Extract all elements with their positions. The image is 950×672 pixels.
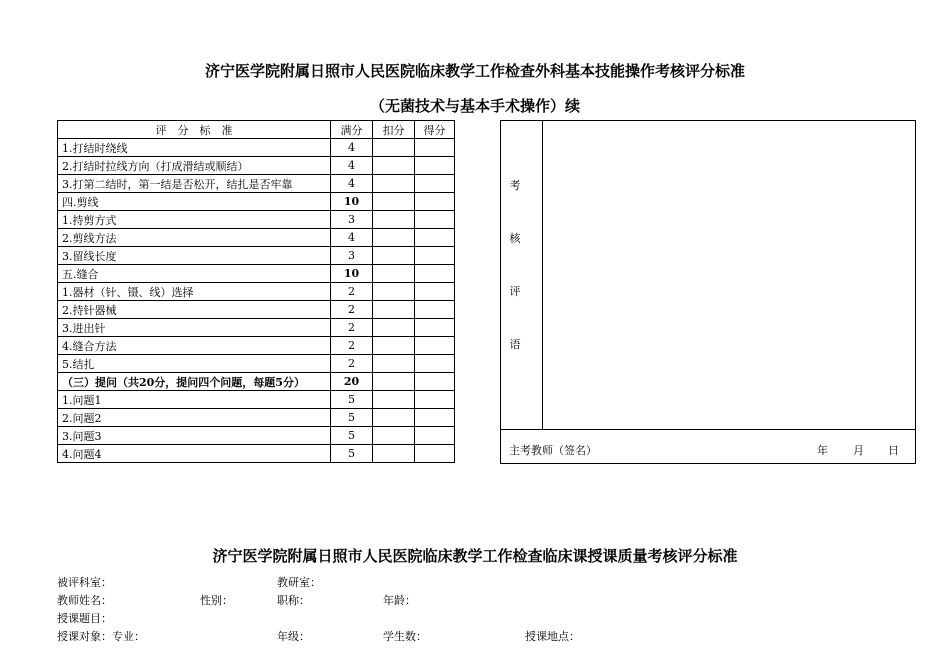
table-row [58, 139, 455, 157]
row-deduct-cell[interactable] [373, 193, 415, 211]
table-row [58, 157, 455, 175]
table-row [58, 265, 455, 283]
table-row [58, 283, 455, 301]
date-month-label: 月 [853, 444, 864, 457]
row-full-score: 5 [331, 445, 373, 463]
form-topic-label: 授课题目： [57, 612, 112, 625]
table-row [58, 445, 455, 463]
row-full-score: 10 [331, 193, 373, 211]
row-score-cell[interactable] [415, 427, 455, 445]
row-score-cell[interactable] [415, 193, 455, 211]
row-deduct-cell[interactable] [373, 175, 415, 193]
header-deduct: 扣分 [373, 121, 415, 139]
row-deduct-cell[interactable] [373, 301, 415, 319]
form-students-label: 学生数： [383, 630, 427, 643]
form-teacher-label: 教师姓名： [57, 594, 112, 607]
row-deduct-cell[interactable] [373, 337, 415, 355]
header-item: 评 分 标 准 [58, 121, 331, 139]
form-gender-label: 性别： [200, 594, 233, 607]
table-row [58, 391, 455, 409]
row-item: （三）提问（共20分，提问四个问题，每题5分） [58, 373, 331, 391]
comment-label-char: 考 [509, 179, 521, 192]
form-audience-label: 授课对象：专业： [57, 630, 145, 643]
row-score-cell[interactable] [415, 229, 455, 247]
row-score-cell[interactable] [415, 355, 455, 373]
row-deduct-cell[interactable] [373, 391, 415, 409]
table-row [58, 319, 455, 337]
row-full-score: 5 [331, 427, 373, 445]
row-score-cell[interactable] [415, 391, 455, 409]
row-deduct-cell[interactable] [373, 211, 415, 229]
row-full-score: 10 [331, 265, 373, 283]
row-deduct-cell[interactable] [373, 157, 415, 175]
row-full-score: 3 [331, 247, 373, 265]
second-title: 济宁医学院附属日照市人民医院临床教学工作检查临床课授课质量考核评分标准 [212, 547, 738, 565]
date-day-label: 日 [888, 444, 899, 457]
table-row [58, 193, 455, 211]
row-item: 1.持剪方式 [58, 211, 331, 229]
row-score-cell[interactable] [415, 265, 455, 283]
row-score-cell[interactable] [415, 283, 455, 301]
row-item: 3.留线长度 [58, 247, 331, 265]
table-row [58, 409, 455, 427]
comment-box [500, 120, 916, 464]
table-row [58, 373, 455, 391]
row-full-score: 20 [331, 373, 373, 391]
form-grade-label: 年级： [277, 630, 310, 643]
row-deduct-cell[interactable] [373, 283, 415, 301]
table-row [58, 247, 455, 265]
form-age-label: 年龄： [383, 594, 416, 607]
row-deduct-cell[interactable] [373, 409, 415, 427]
form-title-label: 职称： [277, 594, 310, 607]
row-full-score: 5 [331, 409, 373, 427]
row-item: 2.持针器械 [58, 301, 331, 319]
row-full-score: 4 [331, 157, 373, 175]
table-row [58, 301, 455, 319]
row-deduct-cell[interactable] [373, 445, 415, 463]
row-item: 1.打结时绕线 [58, 139, 331, 157]
table-row [58, 175, 455, 193]
row-deduct-cell[interactable] [373, 265, 415, 283]
row-full-score: 5 [331, 391, 373, 409]
row-score-cell[interactable] [415, 409, 455, 427]
row-item: 3.打第二结时，第一结是否松开，结扎是否牢靠 [58, 175, 331, 193]
row-full-score: 2 [331, 319, 373, 337]
examiner-signature-label: 主考教师（签名） [509, 444, 597, 457]
row-deduct-cell[interactable] [373, 229, 415, 247]
row-deduct-cell[interactable] [373, 319, 415, 337]
form-dept-label: 被评科室： [57, 576, 112, 589]
row-item: 4.问题4 [58, 445, 331, 463]
row-item: 2.打结时拉线方向（打成滑结或顺结） [58, 157, 331, 175]
row-full-score: 4 [331, 229, 373, 247]
row-score-cell[interactable] [415, 175, 455, 193]
score-table [57, 120, 455, 463]
row-item: 2.问题2 [58, 409, 331, 427]
row-item: 1.器材（针、镊、线）选择 [58, 283, 331, 301]
comment-label-char: 核 [509, 232, 521, 245]
table-row [58, 337, 455, 355]
comment-label-char: 语 [509, 338, 521, 351]
form-office-label: 教研室： [277, 576, 321, 589]
row-item: 4.缝合方法 [58, 337, 331, 355]
row-full-score: 2 [331, 355, 373, 373]
row-deduct-cell[interactable] [373, 247, 415, 265]
row-deduct-cell[interactable] [373, 139, 415, 157]
row-score-cell[interactable] [415, 373, 455, 391]
table-row [58, 427, 455, 445]
comment-footer [501, 429, 915, 464]
row-item: 5.结扎 [58, 355, 331, 373]
table-row [58, 229, 455, 247]
row-full-score: 2 [331, 337, 373, 355]
row-score-cell[interactable] [415, 337, 455, 355]
row-item: 3.进出针 [58, 319, 331, 337]
page-subtitle: （无菌技术与基本手术操作）续 [369, 97, 580, 115]
row-full-score: 2 [331, 301, 373, 319]
row-item: 1.问题1 [58, 391, 331, 409]
row-deduct-cell[interactable] [373, 355, 415, 373]
row-score-cell[interactable] [415, 211, 455, 229]
header-score: 得分 [415, 121, 455, 139]
row-full-score: 3 [331, 211, 373, 229]
form-location-label: 授课地点： [525, 630, 580, 643]
row-score-cell[interactable] [415, 247, 455, 265]
row-full-score: 4 [331, 175, 373, 193]
comment-label-char: 评 [509, 285, 521, 298]
row-item: 四.剪线 [58, 193, 331, 211]
row-score-cell[interactable] [415, 157, 455, 175]
row-item: 五.缝合 [58, 265, 331, 283]
header-full: 满分 [331, 121, 373, 139]
row-full-score: 4 [331, 139, 373, 157]
row-item: 3.问题3 [58, 427, 331, 445]
row-deduct-cell[interactable] [373, 427, 415, 445]
date-year-label: 年 [817, 444, 828, 457]
row-score-cell[interactable] [415, 319, 455, 337]
page-title: 济宁医学院附属日照市人民医院临床教学工作检查外科基本技能操作考核评分标准 [204, 62, 745, 80]
row-deduct-cell[interactable] [373, 373, 415, 391]
row-score-cell[interactable] [415, 301, 455, 319]
row-item: 2.剪线方法 [58, 229, 331, 247]
row-score-cell[interactable] [415, 139, 455, 157]
table-row [58, 355, 455, 373]
table-row [58, 211, 455, 229]
row-score-cell[interactable] [415, 445, 455, 463]
table-header-row [58, 121, 455, 139]
comment-label-column [501, 121, 543, 429]
row-full-score: 2 [331, 283, 373, 301]
